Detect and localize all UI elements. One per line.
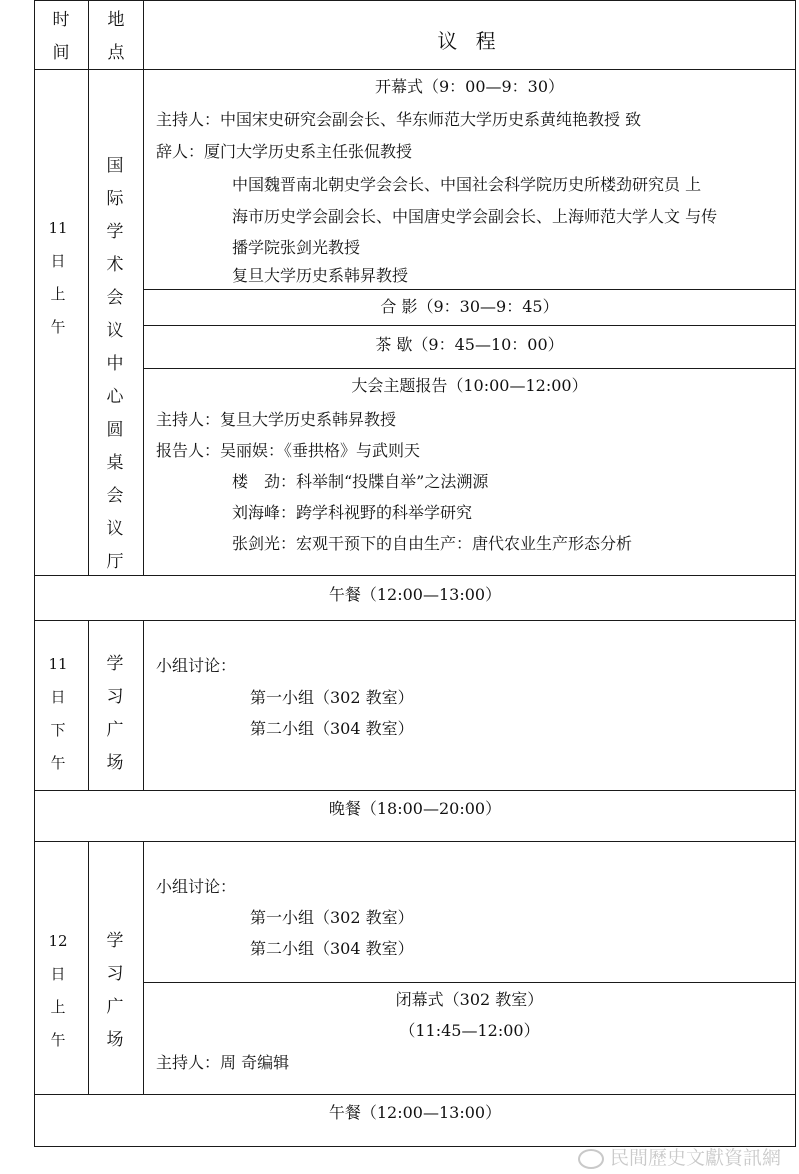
group-item: 第二小组（304 教室） — [250, 719, 414, 738]
keynote-line: 报告人：吴丽娱：《垂拱格》与武则天 — [156, 441, 421, 460]
keynote-line: 楼 劲：科举制“投牒自举”之法溯源 — [232, 472, 489, 491]
divider — [34, 620, 796, 621]
keynote-title: 大会主题报告（10:00—12:00） — [351, 376, 588, 395]
keynote-line: 主持人：复旦大学历史系韩昇教授 — [156, 410, 397, 429]
day1-pm-place: 学 习 广 场 — [106, 654, 124, 773]
dinner-row: 晚餐（18:00—20:00） — [328, 799, 502, 818]
border-left — [34, 0, 35, 1147]
divider — [34, 69, 796, 70]
opening-line: 海市历史学会副会长、中国唐史学会副会长、上海师范大学人文 与传 — [232, 207, 718, 226]
tea-break: 茶 歇（9：45—10：00） — [375, 335, 564, 354]
header-place: 地 点 — [107, 10, 125, 63]
closing-host: 主持人：周 奇编辑 — [156, 1053, 290, 1072]
divider — [34, 841, 796, 842]
divider — [34, 790, 796, 791]
closing-time: （11:45—12:00） — [399, 1021, 540, 1040]
border-right — [795, 0, 796, 1147]
opening-line: 主持人：中国宋史研究会副会长、华东师范大学历史系黄纯艳教授 致 — [156, 110, 642, 129]
divider — [143, 289, 796, 290]
divider — [143, 368, 796, 369]
opening-line: 复旦大学历史系韩昇教授 — [232, 266, 409, 285]
day1-am-place: 国 际 学 术 会 议 中 心 圆 桌 会 议 厅 — [106, 156, 124, 572]
opening-line: 播学院张剑光教授 — [232, 238, 361, 257]
header-agenda: 议 程 — [437, 29, 502, 53]
day1-pm-time: 11 日 下 午 — [48, 655, 68, 772]
border-top — [34, 0, 796, 1]
photo-session: 合 影（9：30—9：45） — [380, 297, 559, 316]
opening-line: 中国魏晋南北朝史学会会长、中国社会科学院历史所楼劲研究员 上 — [232, 175, 702, 194]
group-discussion-title: 小组讨论： — [156, 877, 237, 896]
header-time: 时 间 — [52, 10, 70, 63]
keynote-line: 刘海峰：跨学科视野的科举学研究 — [232, 503, 473, 522]
divider — [143, 982, 796, 983]
opening-title: 开幕式（9：00—9：30） — [374, 77, 565, 96]
watermark: 民間歷史文獻資訊網 — [578, 1143, 781, 1170]
lunch-row: 午餐（12:00—13:00） — [328, 1103, 502, 1122]
divider — [34, 1094, 796, 1095]
chat-logo-icon — [578, 1149, 604, 1169]
day1-am-time: 11 日 上 午 — [48, 219, 68, 336]
closing-title: 闭幕式（302 教室） — [395, 990, 544, 1009]
day2-am-place: 学 习 广 场 — [106, 931, 124, 1050]
group-item: 第一小组（302 教室） — [250, 688, 414, 707]
divider — [34, 575, 796, 576]
group-item: 第一小组（302 教室） — [250, 908, 414, 927]
opening-line: 辞人：厦门大学历史系主任张侃教授 — [156, 142, 413, 161]
keynote-line: 张剑光：宏观干预下的自由生产：唐代农业生产形态分析 — [232, 534, 633, 553]
col-divider — [143, 620, 144, 791]
col-divider — [88, 0, 89, 576]
day2-am-time: 12 日 上 午 — [48, 932, 68, 1049]
group-item: 第二小组（304 教室） — [250, 939, 414, 958]
group-discussion-title: 小组讨论： — [156, 656, 237, 675]
divider — [143, 325, 796, 326]
lunch-row: 午餐（12:00—13:00） — [328, 585, 502, 604]
col-divider — [143, 841, 144, 1095]
col-divider — [88, 841, 89, 1095]
col-divider — [88, 620, 89, 791]
